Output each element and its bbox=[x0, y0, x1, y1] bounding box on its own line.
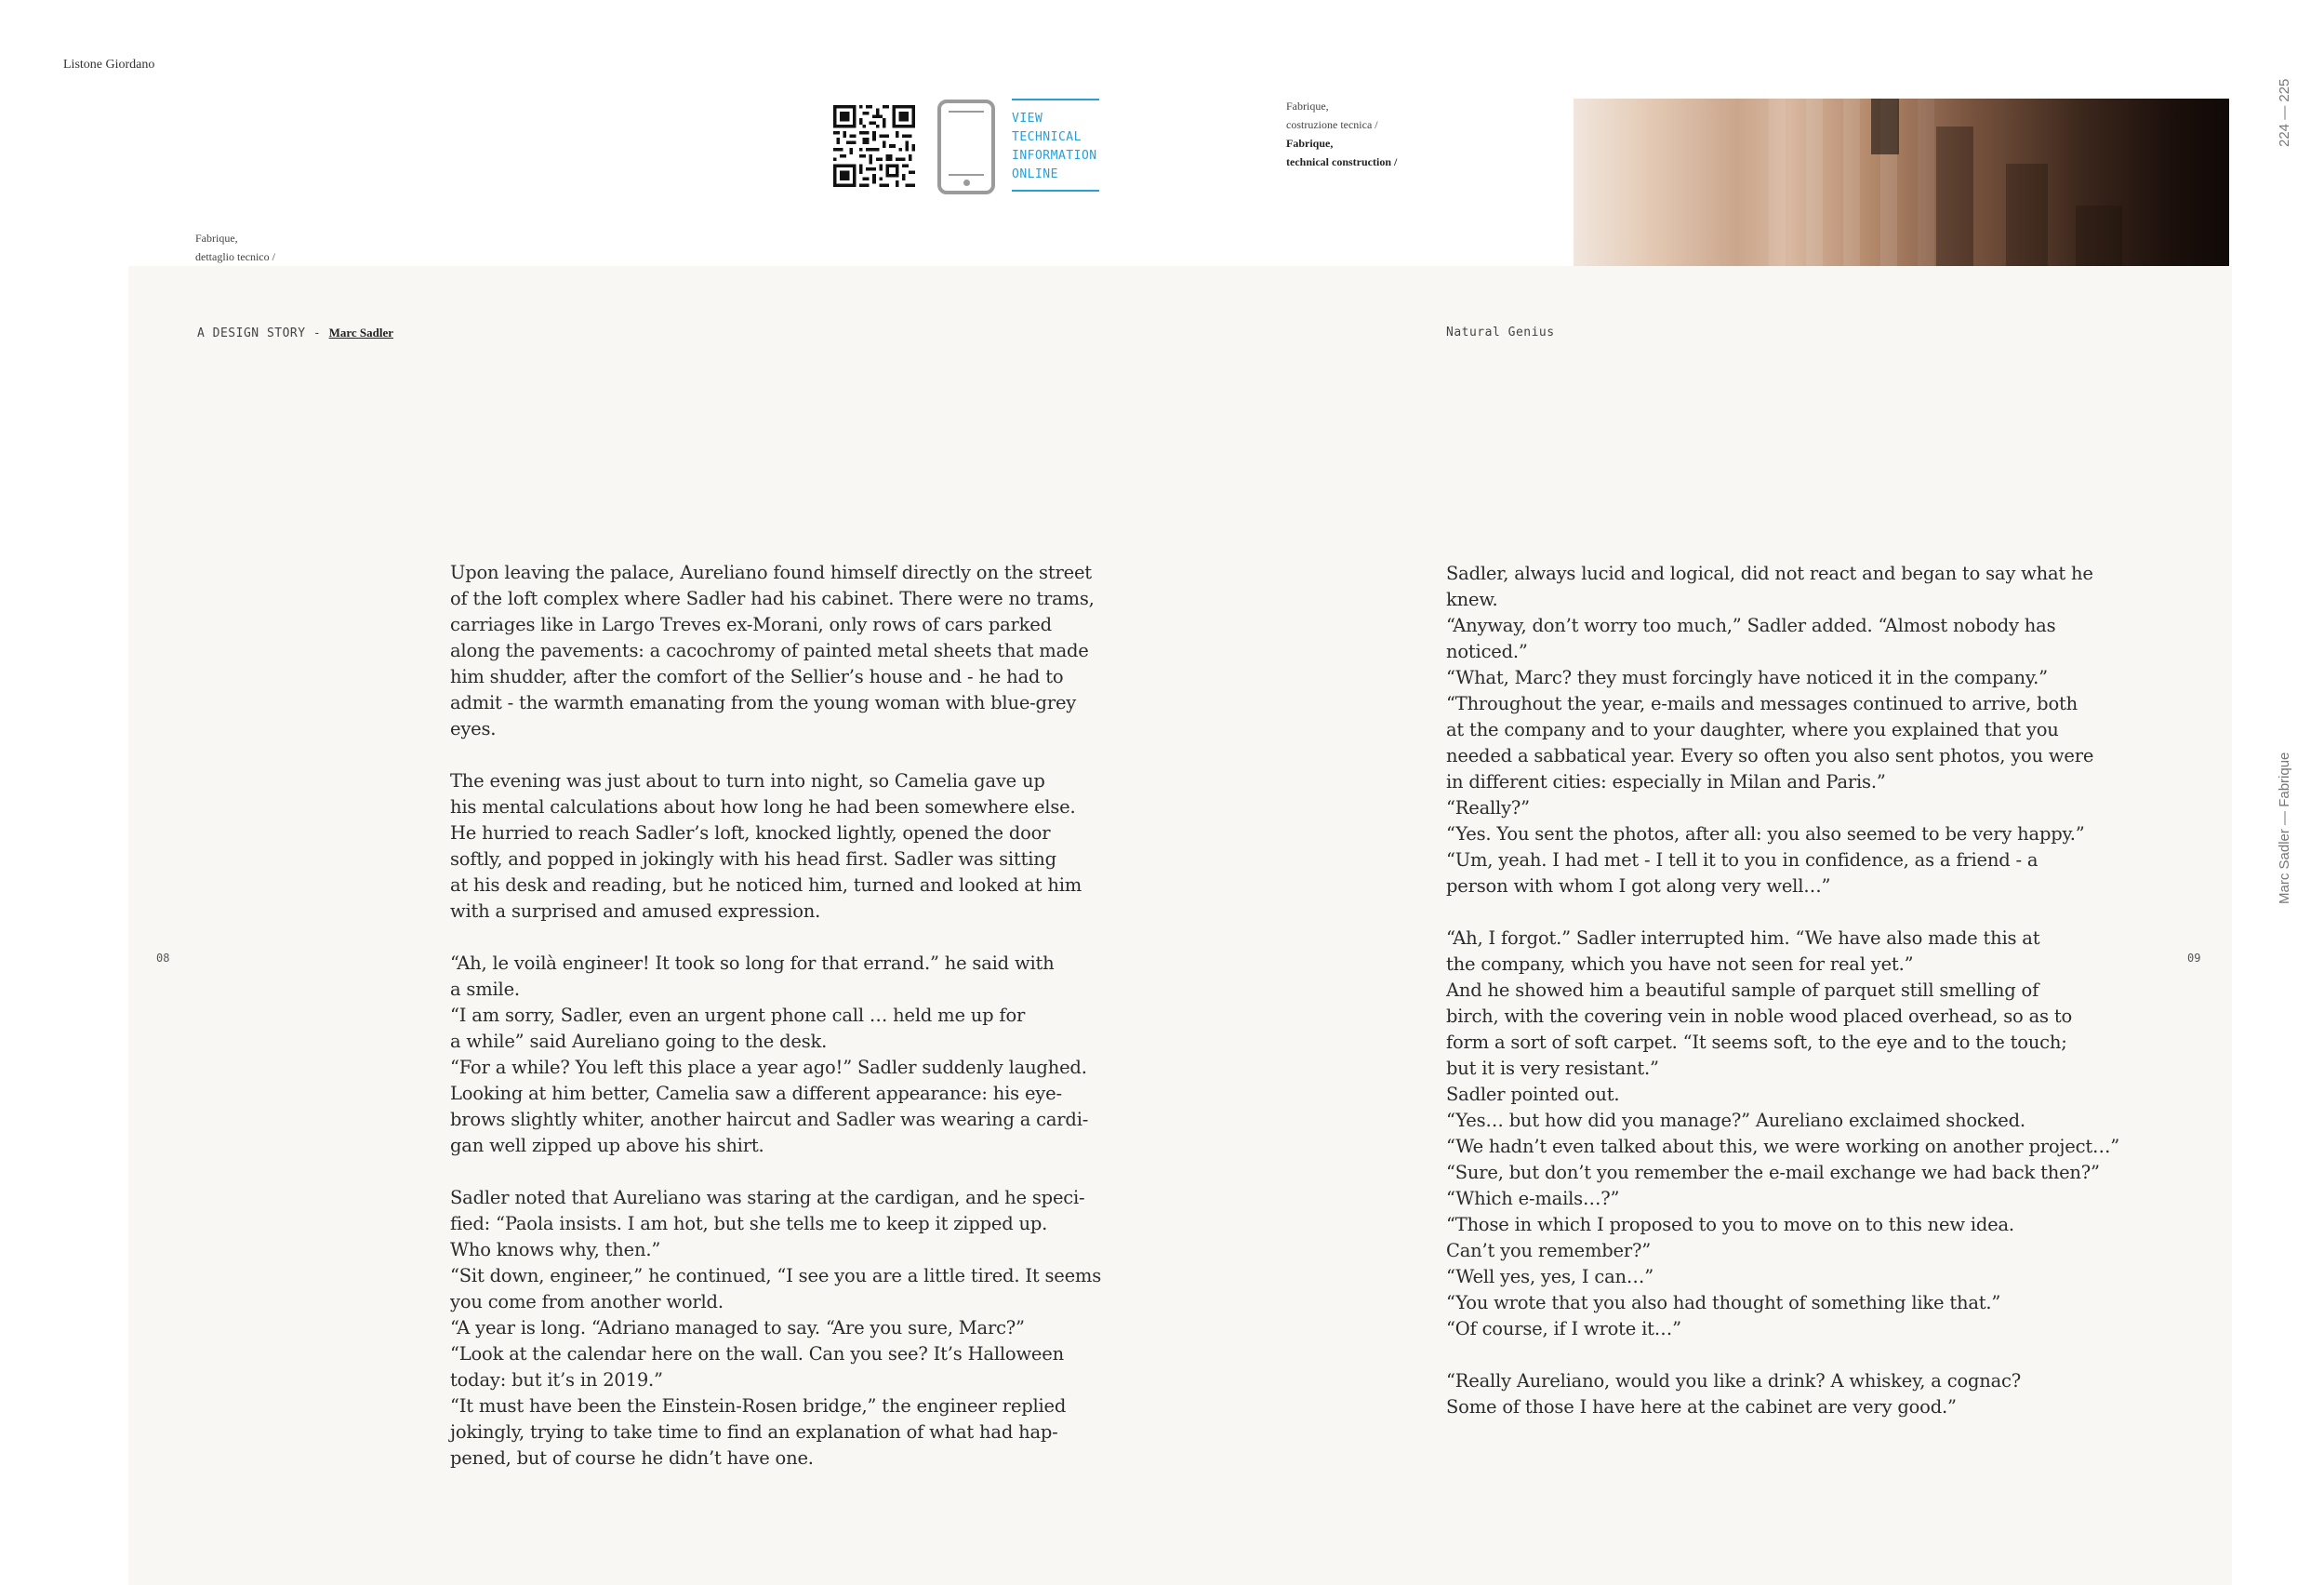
left-body-text bbox=[450, 560, 1120, 1472]
page-range: 224 — 225 bbox=[2277, 78, 2292, 147]
right-body-text bbox=[1446, 561, 2134, 1420]
qr-code-icon[interactable] bbox=[833, 104, 915, 188]
caption-line: Fabrique, bbox=[1286, 100, 1329, 113]
kicker-prefix: A DESIGN STORY - bbox=[197, 326, 329, 340]
caption-line bbox=[1286, 134, 1397, 153]
view-technical-info-link[interactable]: VIEW TECHNICAL INFORMATION ONLINE bbox=[1012, 99, 1099, 192]
smartphone-icon bbox=[937, 100, 995, 194]
caption-line bbox=[1286, 153, 1397, 171]
right-figure-caption bbox=[1286, 97, 1397, 171]
caption-line-bold: Fabrique, bbox=[1286, 137, 1334, 150]
left-page-kicker bbox=[197, 326, 393, 340]
page-number-right: 09 bbox=[2187, 952, 2201, 965]
paragraph: “Ah, le voilà engineer! It took so long for that errand.” he said with a smile. “I am sorry, Sadler, even an urgent phone call … held me up for a while” said Aureliano going to the desk. “For a while? You left this place a year ago!” Sadler suddenly laughed. Looking at him better, Camelia saw a different appearance: his eye- brows slightly whiter, another haircut and Sadler was wearing a cardi- gan well zipped up above his shirt. bbox=[450, 952, 1089, 1156]
paragraph: The evening was just about to turn into night, so Camelia gave up his mental calculations about how long he had been somewhere else. He hurried to reach Sadler’s loft, knocked lightly, opened the door softly, and popped in jokingly with his head first. Sadler was sitting at his desk and reading, but he noticed him, turned and looked at him with a surprised and amused expression. bbox=[450, 770, 1082, 922]
right-page-kicker: Natural Genius bbox=[1446, 326, 1555, 340]
paragraph: Sadler, always lucid and logical, did not react and began to say what he knew. “Anyway, don’t worry too much,” Sadler added. “Almost nobody has noticed.” “What, Marc? they must forcingly have noticed it in the company.” “Throughout the year, e-mails and messages continued to arrive, both at the company and to your daughter, where you explained that you needed a sabbatical year. Every so often you also sent photos, you were in different cities: especially in Milan and Paris.” “Really?” “Yes. You sent the photos, after all: you also seemed to be very happy.” “Um, yeah. I had met - I tell it to you in confidence, as a friend - a person with whom I got along very well…” bbox=[1446, 563, 2094, 897]
kicker-author: Marc Sadler bbox=[328, 326, 393, 340]
paragraph: Upon leaving the palace, Aureliano found himself directly on the street of the loft complex where Sadler had his cabinet. There were no trams, carriages like in Largo Treves ex-Morani, only rows of cars parked along the pavements: a cacochromy of painted metal sheets that made him shudder, after the comfort of the Sellier’s house and - he had to admit - the warmth emanating from the young woman with blue-grey eyes. bbox=[450, 562, 1095, 739]
left-figure-caption bbox=[195, 229, 275, 266]
caption-line: costruzione tecnica / bbox=[1286, 118, 1378, 131]
brand-name: Listone Giordano bbox=[63, 58, 155, 72]
paragraph: “Really Aureliano, would you like a drink? A whiskey, a cognac? Some of those I have here at the cabinet are very good.” bbox=[1446, 1370, 2022, 1418]
paragraph: Sadler noted that Aureliano was staring at the cardigan, and he speci- fied: “Paola insists. I am hot, but she tells me to keep it zipped up. Who knows why, then.” “Sit down, engineer,” he continued, “I see you are a little tired. It seems you come from another world. “A year is long. “Adriano managed to say. “Are you sure, Marc?” “Look at the calendar here on the wall. Can you see? It’s Halloween today: but it’s in 2019.” “It must have been the Einstein-Rosen bridge,” the engineer replied jokingly, trying to take time to find an explanation of what had hap- pened, but of course he didn’t have one. bbox=[450, 1187, 1102, 1469]
caption-line: dettaglio tecnico / bbox=[195, 250, 275, 263]
paragraph: “Ah, I forgot.” Sadler interrupted him. “We have also made this at the company, which you have not seen for real yet.” And he showed him a beautiful sample of parquet still smelling of birch, with the covering vein in noble wood placed overhead, so as to form a sort of soft carpet. “It seems soft, to the eye and to the touch; but it is very resistant.” Sadler pointed out. “Yes… but how did you manage?” Aureliano exclaimed shocked. “We hadn’t even talked about this, we were working on another project…” “Sure, but don’t you remember the e-mail exchange we had back then?” “Which e-mails…?” “Those in which I proposed to you to move on to this new idea. Can’t you remember?” “Well yes, yes, I can…” “You wrote that you also had thought of something like that.” “Of course, if I wrote it…” bbox=[1446, 927, 2120, 1339]
caption-line: Fabrique, bbox=[195, 232, 238, 245]
page-number-left: 08 bbox=[156, 952, 170, 965]
wood-slats-photo bbox=[1574, 99, 2229, 268]
caption-line-bold: technical construction / bbox=[1286, 155, 1398, 168]
running-title: Marc Sadler — Fabrique bbox=[2277, 752, 2292, 904]
